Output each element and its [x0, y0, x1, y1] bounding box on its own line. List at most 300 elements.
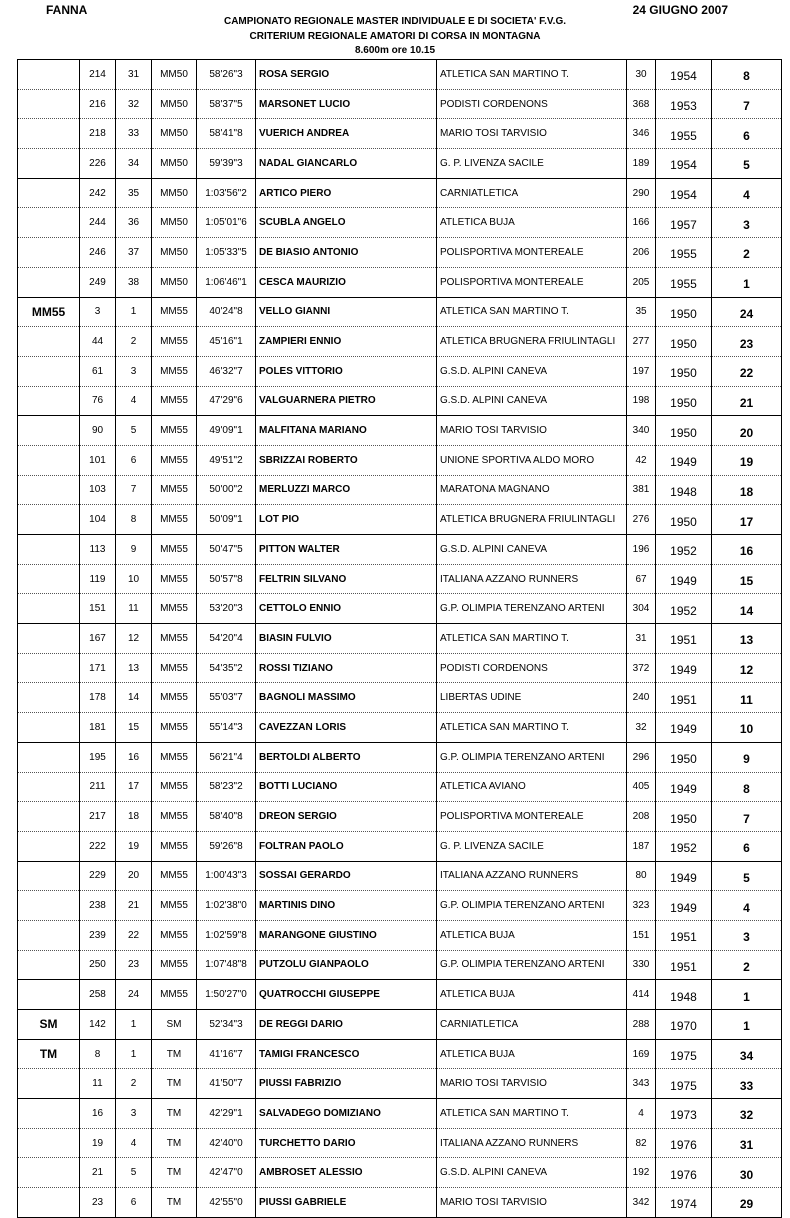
category-position: 17 [116, 772, 152, 802]
bib-number: 3 [80, 297, 116, 327]
athlete-name: MALFITANA MARIANO [256, 416, 437, 446]
club-name: G.S.D. ALPINI CANEVA [437, 535, 627, 565]
club-code: 381 [627, 475, 656, 505]
bib-number: 76 [80, 386, 116, 416]
category-position: 1 [116, 1010, 152, 1040]
points: 32 [712, 1099, 782, 1129]
birth-year: 1951 [656, 920, 712, 950]
category-cell [18, 267, 80, 297]
points: 1 [712, 1010, 782, 1040]
athlete-name: ARTICO PIERO [256, 178, 437, 208]
birth-year: 1954 [656, 178, 712, 208]
category-code: MM55 [152, 356, 197, 386]
athlete-name: SOSSAI GERARDO [256, 861, 437, 891]
club-code: 276 [627, 505, 656, 535]
club-code: 414 [627, 980, 656, 1010]
category-position: 3 [116, 356, 152, 386]
category-code: MM55 [152, 713, 197, 743]
birth-year: 1949 [656, 564, 712, 594]
birth-year: 1950 [656, 297, 712, 327]
finish-time: 1:03'56"2 [197, 178, 256, 208]
category-cell [18, 89, 80, 119]
category-code: MM50 [152, 149, 197, 179]
category-cell [18, 505, 80, 535]
category-cell [18, 772, 80, 802]
club-name: ATLETICA BUJA [437, 920, 627, 950]
athlete-name: MARTINIS DINO [256, 891, 437, 921]
club-name: ITALIANA AZZANO RUNNERS [437, 564, 627, 594]
location-label: FANNA [46, 3, 88, 17]
points: 1 [712, 980, 782, 1010]
category-code: TM [152, 1158, 197, 1188]
bib-number: 238 [80, 891, 116, 921]
club-name: ATLETICA SAN MARTINO T. [437, 624, 627, 654]
club-name: POLISPORTIVA MONTEREALE [437, 238, 627, 268]
birth-year: 1949 [656, 891, 712, 921]
club-name: ITALIANA AZZANO RUNNERS [437, 1128, 627, 1158]
points: 18 [712, 475, 782, 505]
category-code: MM55 [152, 386, 197, 416]
bib-number: 16 [80, 1099, 116, 1129]
category-position: 24 [116, 980, 152, 1010]
points: 7 [712, 802, 782, 832]
category-cell [18, 327, 80, 357]
category-cell [18, 594, 80, 624]
points: 5 [712, 861, 782, 891]
club-code: 368 [627, 89, 656, 119]
category-cell [18, 1099, 80, 1129]
birth-year: 1950 [656, 386, 712, 416]
bib-number: 211 [80, 772, 116, 802]
bib-number: 104 [80, 505, 116, 535]
table-row [18, 861, 782, 891]
table-row [18, 802, 782, 832]
points: 3 [712, 920, 782, 950]
table-row [18, 683, 782, 713]
bib-number: 244 [80, 208, 116, 238]
athlete-name: PIUSSI FABRIZIO [256, 1069, 437, 1099]
club-code: 187 [627, 831, 656, 861]
finish-time: 1:07'48"8 [197, 950, 256, 980]
athlete-name: TAMIGI FRANCESCO [256, 1039, 437, 1069]
bib-number: 11 [80, 1069, 116, 1099]
category-cell [18, 1188, 80, 1218]
athlete-name: BIASIN FULVIO [256, 624, 437, 654]
club-name: MARIO TOSI TARVISIO [437, 416, 627, 446]
category-cell [18, 861, 80, 891]
points: 8 [712, 60, 782, 90]
birth-year: 1973 [656, 1099, 712, 1129]
points: 8 [712, 772, 782, 802]
athlete-name: CESCA MAURIZIO [256, 267, 437, 297]
table-row [18, 1099, 782, 1129]
category-position: 5 [116, 1158, 152, 1188]
club-code: 208 [627, 802, 656, 832]
bib-number: 21 [80, 1158, 116, 1188]
points: 5 [712, 149, 782, 179]
finish-time: 1:02'38"0 [197, 891, 256, 921]
category-code: MM55 [152, 445, 197, 475]
category-code: MM55 [152, 891, 197, 921]
category-cell: SM [18, 1010, 80, 1040]
bib-number: 61 [80, 356, 116, 386]
club-code: 198 [627, 386, 656, 416]
table-row [18, 1069, 782, 1099]
club-code: 206 [627, 238, 656, 268]
table-row [18, 742, 782, 772]
category-code: TM [152, 1039, 197, 1069]
club-code: 405 [627, 772, 656, 802]
birth-year: 1954 [656, 60, 712, 90]
category-code: TM [152, 1188, 197, 1218]
finish-time: 1:05'01"6 [197, 208, 256, 238]
athlete-name: BAGNOLI MASSIMO [256, 683, 437, 713]
birth-year: 1951 [656, 624, 712, 654]
athlete-name: MARANGONE GIUSTINO [256, 920, 437, 950]
club-code: 35 [627, 297, 656, 327]
finish-time: 47'29"6 [197, 386, 256, 416]
finish-time: 1:05'33"5 [197, 238, 256, 268]
table-row [18, 416, 782, 446]
bib-number: 19 [80, 1128, 116, 1158]
category-position: 15 [116, 713, 152, 743]
table-row [18, 920, 782, 950]
club-name: G.P. OLIMPIA TERENZANO ARTENI [437, 950, 627, 980]
club-code: 340 [627, 416, 656, 446]
club-code: 169 [627, 1039, 656, 1069]
finish-time: 50'57"8 [197, 564, 256, 594]
bib-number: 101 [80, 445, 116, 475]
bib-number: 103 [80, 475, 116, 505]
club-name: MARATONA MAGNANO [437, 475, 627, 505]
club-name: ATLETICA SAN MARTINO T. [437, 713, 627, 743]
points: 23 [712, 327, 782, 357]
category-code: MM55 [152, 980, 197, 1010]
club-name: PODISTI CORDENONS [437, 89, 627, 119]
bib-number: 119 [80, 564, 116, 594]
category-code: MM55 [152, 831, 197, 861]
birth-year: 1957 [656, 208, 712, 238]
category-code: MM55 [152, 802, 197, 832]
category-cell [18, 445, 80, 475]
points: 30 [712, 1158, 782, 1188]
category-cell [18, 831, 80, 861]
category-cell: MM55 [18, 297, 80, 327]
category-cell [18, 742, 80, 772]
finish-time: 1:00'43"3 [197, 861, 256, 891]
club-code: 30 [627, 60, 656, 90]
table-row [18, 327, 782, 357]
points: 34 [712, 1039, 782, 1069]
category-position: 8 [116, 505, 152, 535]
category-cell [18, 356, 80, 386]
club-code: 304 [627, 594, 656, 624]
finish-time: 58'23"2 [197, 772, 256, 802]
athlete-name: BERTOLDI ALBERTO [256, 742, 437, 772]
athlete-name: SBRIZZAI ROBERTO [256, 445, 437, 475]
points: 19 [712, 445, 782, 475]
category-code: SM [152, 1010, 197, 1040]
club-name: G.P. OLIMPIA TERENZANO ARTENI [437, 891, 627, 921]
club-name: MARIO TOSI TARVISIO [437, 1069, 627, 1099]
club-name: PODISTI CORDENONS [437, 653, 627, 683]
category-position: 9 [116, 535, 152, 565]
birth-year: 1949 [656, 861, 712, 891]
table-row [18, 445, 782, 475]
table-row [18, 594, 782, 624]
table-row [18, 297, 782, 327]
points: 14 [712, 594, 782, 624]
category-position: 22 [116, 920, 152, 950]
club-name: G.S.D. ALPINI CANEVA [437, 386, 627, 416]
table-row [18, 1128, 782, 1158]
birth-year: 1976 [656, 1158, 712, 1188]
bib-number: 151 [80, 594, 116, 624]
date-label: 24 GIUGNO 2007 [632, 3, 728, 17]
category-code: MM55 [152, 327, 197, 357]
athlete-name: ROSSI TIZIANO [256, 653, 437, 683]
table-row [18, 386, 782, 416]
category-position: 12 [116, 624, 152, 654]
finish-time: 41'16"7 [197, 1039, 256, 1069]
points: 12 [712, 653, 782, 683]
bib-number: 222 [80, 831, 116, 861]
category-position: 38 [116, 267, 152, 297]
athlete-name: POLES VITTORIO [256, 356, 437, 386]
bib-number: 218 [80, 119, 116, 149]
finish-time: 50'09"1 [197, 505, 256, 535]
category-position: 10 [116, 564, 152, 594]
club-code: 205 [627, 267, 656, 297]
finish-time: 58'40"8 [197, 802, 256, 832]
birth-year: 1950 [656, 416, 712, 446]
club-code: 240 [627, 683, 656, 713]
table-row [18, 60, 782, 90]
club-code: 82 [627, 1128, 656, 1158]
club-code: 346 [627, 119, 656, 149]
finish-time: 40'24"8 [197, 297, 256, 327]
finish-time: 55'03"7 [197, 683, 256, 713]
category-cell [18, 149, 80, 179]
category-position: 18 [116, 802, 152, 832]
finish-time: 58'41"8 [197, 119, 256, 149]
category-code: MM55 [152, 505, 197, 535]
birth-year: 1975 [656, 1069, 712, 1099]
club-name: ATLETICA SAN MARTINO T. [437, 297, 627, 327]
athlete-name: NADAL GIANCARLO [256, 149, 437, 179]
finish-time: 59'39"3 [197, 149, 256, 179]
category-position: 1 [116, 297, 152, 327]
club-code: 197 [627, 356, 656, 386]
category-position: 16 [116, 742, 152, 772]
category-position: 33 [116, 119, 152, 149]
finish-time: 1:06'46"1 [197, 267, 256, 297]
category-position: 31 [116, 60, 152, 90]
birth-year: 1951 [656, 950, 712, 980]
category-position: 7 [116, 475, 152, 505]
category-cell [18, 178, 80, 208]
birth-year: 1952 [656, 831, 712, 861]
category-code: TM [152, 1099, 197, 1129]
athlete-name: SCUBLA ANGELO [256, 208, 437, 238]
table-row [18, 1039, 782, 1069]
club-code: 192 [627, 1158, 656, 1188]
athlete-name: BOTTI LUCIANO [256, 772, 437, 802]
finish-time: 50'47"5 [197, 535, 256, 565]
club-name: POLISPORTIVA MONTEREALE [437, 802, 627, 832]
club-name: ATLETICA AVIANO [437, 772, 627, 802]
bib-number: 90 [80, 416, 116, 446]
points: 2 [712, 950, 782, 980]
birth-year: 1950 [656, 327, 712, 357]
club-name: ATLETICA BUJA [437, 1039, 627, 1069]
table-row [18, 475, 782, 505]
category-code: MM55 [152, 594, 197, 624]
table-row [18, 950, 782, 980]
points: 21 [712, 386, 782, 416]
points: 11 [712, 683, 782, 713]
points: 22 [712, 356, 782, 386]
points: 20 [712, 416, 782, 446]
table-row [18, 1188, 782, 1218]
finish-time: 59'26"8 [197, 831, 256, 861]
category-position: 13 [116, 653, 152, 683]
points: 13 [712, 624, 782, 654]
finish-time: 52'34"3 [197, 1010, 256, 1040]
bib-number: 113 [80, 535, 116, 565]
athlete-name: DREON SERGIO [256, 802, 437, 832]
club-code: 4 [627, 1099, 656, 1129]
finish-time: 54'35"2 [197, 653, 256, 683]
category-code: MM50 [152, 119, 197, 149]
points: 24 [712, 297, 782, 327]
birth-year: 1954 [656, 149, 712, 179]
birth-year: 1948 [656, 980, 712, 1010]
category-cell [18, 564, 80, 594]
category-cell [18, 802, 80, 832]
birth-year: 1949 [656, 713, 712, 743]
table-row [18, 178, 782, 208]
club-code: 151 [627, 920, 656, 950]
category-position: 32 [116, 89, 152, 119]
club-code: 166 [627, 208, 656, 238]
category-code: MM55 [152, 564, 197, 594]
bib-number: 8 [80, 1039, 116, 1069]
table-row [18, 119, 782, 149]
athlete-name: ROSA SERGIO [256, 60, 437, 90]
category-cell [18, 683, 80, 713]
category-position: 34 [116, 149, 152, 179]
bib-number: 216 [80, 89, 116, 119]
club-name: ATLETICA BRUGNERA FRIULINTAGLI [437, 505, 627, 535]
athlete-name: PUTZOLU GIANPAOLO [256, 950, 437, 980]
bib-number: 229 [80, 861, 116, 891]
finish-time: 45'16"1 [197, 327, 256, 357]
birth-year: 1955 [656, 119, 712, 149]
table-row [18, 564, 782, 594]
category-code: MM55 [152, 950, 197, 980]
birth-year: 1952 [656, 535, 712, 565]
birth-year: 1951 [656, 683, 712, 713]
category-code: MM55 [152, 416, 197, 446]
club-code: 31 [627, 624, 656, 654]
finish-time: 1:50'27"0 [197, 980, 256, 1010]
birth-year: 1970 [656, 1010, 712, 1040]
category-cell [18, 950, 80, 980]
category-position: 2 [116, 1069, 152, 1099]
club-name: CARNIATLETICA [437, 178, 627, 208]
table-row [18, 267, 782, 297]
category-position: 14 [116, 683, 152, 713]
criterium-title: CRITERIUM REGIONALE AMATORI DI CORSA IN MONTAGNA [249, 31, 541, 42]
athlete-name: QUATROCCHI GIUSEPPE [256, 980, 437, 1010]
finish-time: 42'47"0 [197, 1158, 256, 1188]
points: 6 [712, 119, 782, 149]
birth-year: 1974 [656, 1188, 712, 1218]
finish-time: 41'50"7 [197, 1069, 256, 1099]
athlete-name: CAVEZZAN LORIS [256, 713, 437, 743]
category-code: MM55 [152, 475, 197, 505]
birth-year: 1950 [656, 742, 712, 772]
club-name: MARIO TOSI TARVISIO [437, 119, 627, 149]
points: 9 [712, 742, 782, 772]
club-name: ATLETICA BUJA [437, 208, 627, 238]
category-cell [18, 475, 80, 505]
table-row [18, 149, 782, 179]
athlete-name: ZAMPIERI ENNIO [256, 327, 437, 357]
category-code: MM55 [152, 920, 197, 950]
bib-number: 142 [80, 1010, 116, 1040]
athlete-name: VALGUARNERA PIETRO [256, 386, 437, 416]
club-code: 323 [627, 891, 656, 921]
club-code: 42 [627, 445, 656, 475]
club-name: G.P. OLIMPIA TERENZANO ARTENI [437, 594, 627, 624]
category-cell [18, 920, 80, 950]
finish-time: 1:02'59"8 [197, 920, 256, 950]
table-row [18, 624, 782, 654]
category-position: 36 [116, 208, 152, 238]
club-name: ATLETICA BUJA [437, 980, 627, 1010]
bib-number: 178 [80, 683, 116, 713]
category-cell [18, 653, 80, 683]
club-code: 196 [627, 535, 656, 565]
finish-time: 49'51"2 [197, 445, 256, 475]
athlete-name: VELLO GIANNI [256, 297, 437, 327]
table-row [18, 356, 782, 386]
bib-number: 246 [80, 238, 116, 268]
bib-number: 258 [80, 980, 116, 1010]
category-code: MM50 [152, 178, 197, 208]
club-name: ATLETICA BRUGNERA FRIULINTAGLI [437, 327, 627, 357]
table-row [18, 1158, 782, 1188]
category-position: 5 [116, 416, 152, 446]
athlete-name: MERLUZZI MARCO [256, 475, 437, 505]
category-position: 6 [116, 1188, 152, 1218]
table-row [18, 653, 782, 683]
athlete-name: LOT PIO [256, 505, 437, 535]
category-cell [18, 891, 80, 921]
club-code: 277 [627, 327, 656, 357]
category-cell: TM [18, 1039, 80, 1069]
table-row [18, 505, 782, 535]
bib-number: 171 [80, 653, 116, 683]
athlete-name: VUERICH ANDREA [256, 119, 437, 149]
points: 3 [712, 208, 782, 238]
bib-number: 217 [80, 802, 116, 832]
points: 31 [712, 1128, 782, 1158]
points: 15 [712, 564, 782, 594]
category-position: 23 [116, 950, 152, 980]
